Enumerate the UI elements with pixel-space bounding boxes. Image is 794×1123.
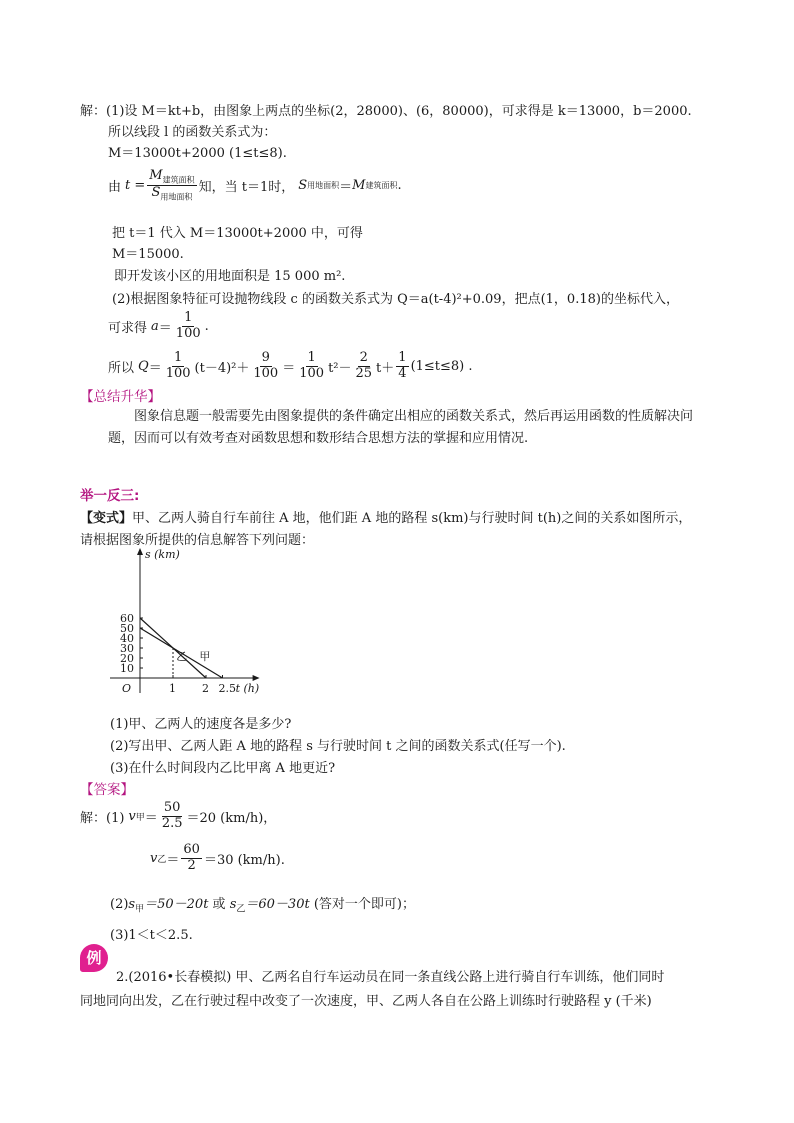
origin-label: O bbox=[122, 682, 132, 695]
var-Q: Q bbox=[138, 358, 149, 374]
series-label-jia: 甲 bbox=[199, 650, 211, 663]
sub-yi: 乙 bbox=[157, 854, 167, 865]
y-tick-label: 20 bbox=[120, 652, 134, 665]
answer-line-4: (3)1＜t＜2.5. bbox=[110, 928, 193, 943]
sub-build: 建筑面积 bbox=[162, 175, 195, 185]
fraction: $\frac{1}{100}$ bbox=[299, 349, 325, 381]
x-tick-label: 1 bbox=[169, 682, 176, 695]
var-S: S bbox=[298, 177, 308, 193]
summary-heading: 【总结升华】 bbox=[80, 389, 161, 405]
equals: ＝ bbox=[282, 360, 296, 376]
period: . bbox=[204, 318, 209, 334]
var-v: v bbox=[150, 850, 158, 866]
equals: ＝ bbox=[144, 810, 158, 826]
example-line-1: 2.(2016•长春模拟) 甲、乙两名自行车运动员在同一条直线公路上进行骑自行车训练，他们同时 bbox=[116, 970, 665, 985]
sub-build: 建筑面积 bbox=[365, 180, 398, 190]
answer-line-3: $(2)s_甲=50-20t$ 或 $s_乙=60-30t$ (答对一个即可)； bbox=[110, 897, 415, 915]
solution-line-7: 即开发该小区的用地面积是 15 000 m². bbox=[114, 269, 346, 284]
y-tick-label: 30 bbox=[120, 642, 134, 655]
text: ＝30 (km/h). bbox=[203, 852, 285, 868]
period: . bbox=[397, 177, 402, 193]
practice-heading: 举一反三: bbox=[80, 488, 140, 504]
equals: ＝ bbox=[339, 179, 353, 195]
x-axis-arrow bbox=[253, 675, 260, 681]
y-tick-label: 50 bbox=[120, 622, 134, 635]
solution-line-6: M＝15000. bbox=[112, 247, 184, 262]
x-tick-label: 2 bbox=[202, 682, 209, 695]
expr: (1≤t≤8) . bbox=[410, 358, 473, 374]
sub-jia: 甲 bbox=[135, 812, 145, 823]
text: 所以 bbox=[108, 360, 135, 376]
variant-tag: 【变式】 bbox=[80, 511, 133, 526]
text: 解：(1) bbox=[80, 810, 125, 826]
sub-land: 用地面积 bbox=[307, 180, 340, 190]
equals: ＝ bbox=[166, 852, 180, 868]
fraction: $\frac{2}{25}$ bbox=[355, 349, 373, 381]
answer-line-2 bbox=[150, 838, 285, 878]
text: ＝20 (km/h)， bbox=[186, 810, 277, 826]
solution-line-9 bbox=[108, 306, 209, 346]
example-line-2: 同地同向出发，乙在行驶过程中改变了一次速度，甲、乙两人各自在公路上训练时行驶路程 y (千米) bbox=[80, 994, 652, 1009]
solution-line-8: (2)根据图象特征可设抛物线段 c 的函数关系式为 Q＝a(t-4)²+0.09，把点(1，0.18)的坐标代入， bbox=[112, 292, 679, 307]
solution-line-4: 由 t = $\frac{M_{建筑面积}}{S_{用地面积}}$ 知，当 t＝1时， S 用地面积 ＝ M 建筑面积 . bbox=[108, 167, 402, 202]
expr: (t－4)²＋ bbox=[194, 360, 250, 376]
fraction-m-over-s bbox=[147, 169, 196, 202]
sub-question-2: (2)写出甲、乙两人距 A 地的路程 s 与行驶时间 t 之间的函数关系式(任写一个). bbox=[110, 739, 566, 754]
sub-question-3: (3)在什么时间段内乙比甲离 A 地更近? bbox=[110, 761, 336, 776]
y-tick-label: 10 bbox=[120, 662, 134, 675]
y-tick-label: 40 bbox=[120, 632, 134, 645]
fraction: $\frac{1}{4}$ bbox=[398, 349, 407, 381]
sub-question-1: (1)甲、乙两人的速度各是多少? bbox=[110, 717, 292, 732]
y-axis-arrow bbox=[137, 548, 143, 555]
equals: ＝ bbox=[158, 320, 172, 336]
var-M: M bbox=[352, 177, 366, 193]
fraction: $\frac{50}{2.5}$ bbox=[161, 799, 183, 831]
var-a: a bbox=[151, 318, 159, 334]
practice-question-line-1 bbox=[80, 507, 691, 526]
series-label-yi: 乙 bbox=[176, 650, 188, 663]
var-M: M bbox=[149, 167, 163, 183]
text: 知，当 t＝1时， bbox=[198, 179, 295, 195]
solution-line-10 bbox=[108, 346, 473, 386]
expr: t²－ bbox=[328, 360, 352, 376]
fraction: $\frac{1}{100}$ bbox=[175, 309, 201, 341]
x-tick-label: 2.5 bbox=[218, 682, 236, 695]
answer-line-1 bbox=[80, 796, 276, 836]
equals: ＝ bbox=[148, 360, 162, 376]
y-axis-label: s (km) bbox=[145, 548, 180, 561]
text: 可求得 bbox=[108, 320, 148, 336]
summary-text: 图象信息题一般需要先由图象提供的条件确定出相应的函数关系式，然后再运用函数的性质解决问题，因而可以有效考查对函数思想和数形结合思想方法的掌握和应用情况. bbox=[108, 409, 694, 446]
text: 甲、乙两人骑自行车前往 A 地，他们距 A 地的路程 s(km)与行驶时间 t(h)之间的关系如图所示， bbox=[132, 511, 692, 526]
example-badge: 例 bbox=[80, 944, 108, 972]
var-S: S bbox=[151, 184, 161, 200]
practice-question-line-2: 请根据图象所提供的信息解答下列问题： bbox=[80, 533, 315, 548]
x-axis-label: t (h) bbox=[235, 682, 260, 695]
solution-line-5: 把 t＝1 代入 M＝13000t+2000 中，可得 bbox=[112, 226, 363, 241]
var-t: t bbox=[125, 177, 131, 193]
expr: t＋ bbox=[376, 360, 395, 376]
y-tick-label: 60 bbox=[120, 612, 134, 625]
fraction: $\frac{1}{100}$ bbox=[165, 349, 191, 381]
solution-line-1: 解：(1)设 M＝kt+b，由图象上两点的坐标(2，28000)、(6，80000)，可求得是 k＝13000，b＝2000. bbox=[80, 104, 692, 119]
solution-line-2: 所以线段 l 的函数关系式为： bbox=[108, 125, 277, 140]
answer-heading: 【答案】 bbox=[80, 782, 134, 798]
solution-line-3: M＝13000t+2000 (1≤t≤8). bbox=[108, 146, 287, 161]
sub-land: 用地面积 bbox=[160, 192, 193, 202]
text: 由 bbox=[108, 179, 122, 195]
fraction: $\frac{60}{2}$ bbox=[183, 841, 200, 873]
fraction: $\frac{9}{100}$ bbox=[253, 349, 279, 381]
distance-time-chart bbox=[100, 548, 330, 708]
var-v: v bbox=[128, 808, 136, 824]
